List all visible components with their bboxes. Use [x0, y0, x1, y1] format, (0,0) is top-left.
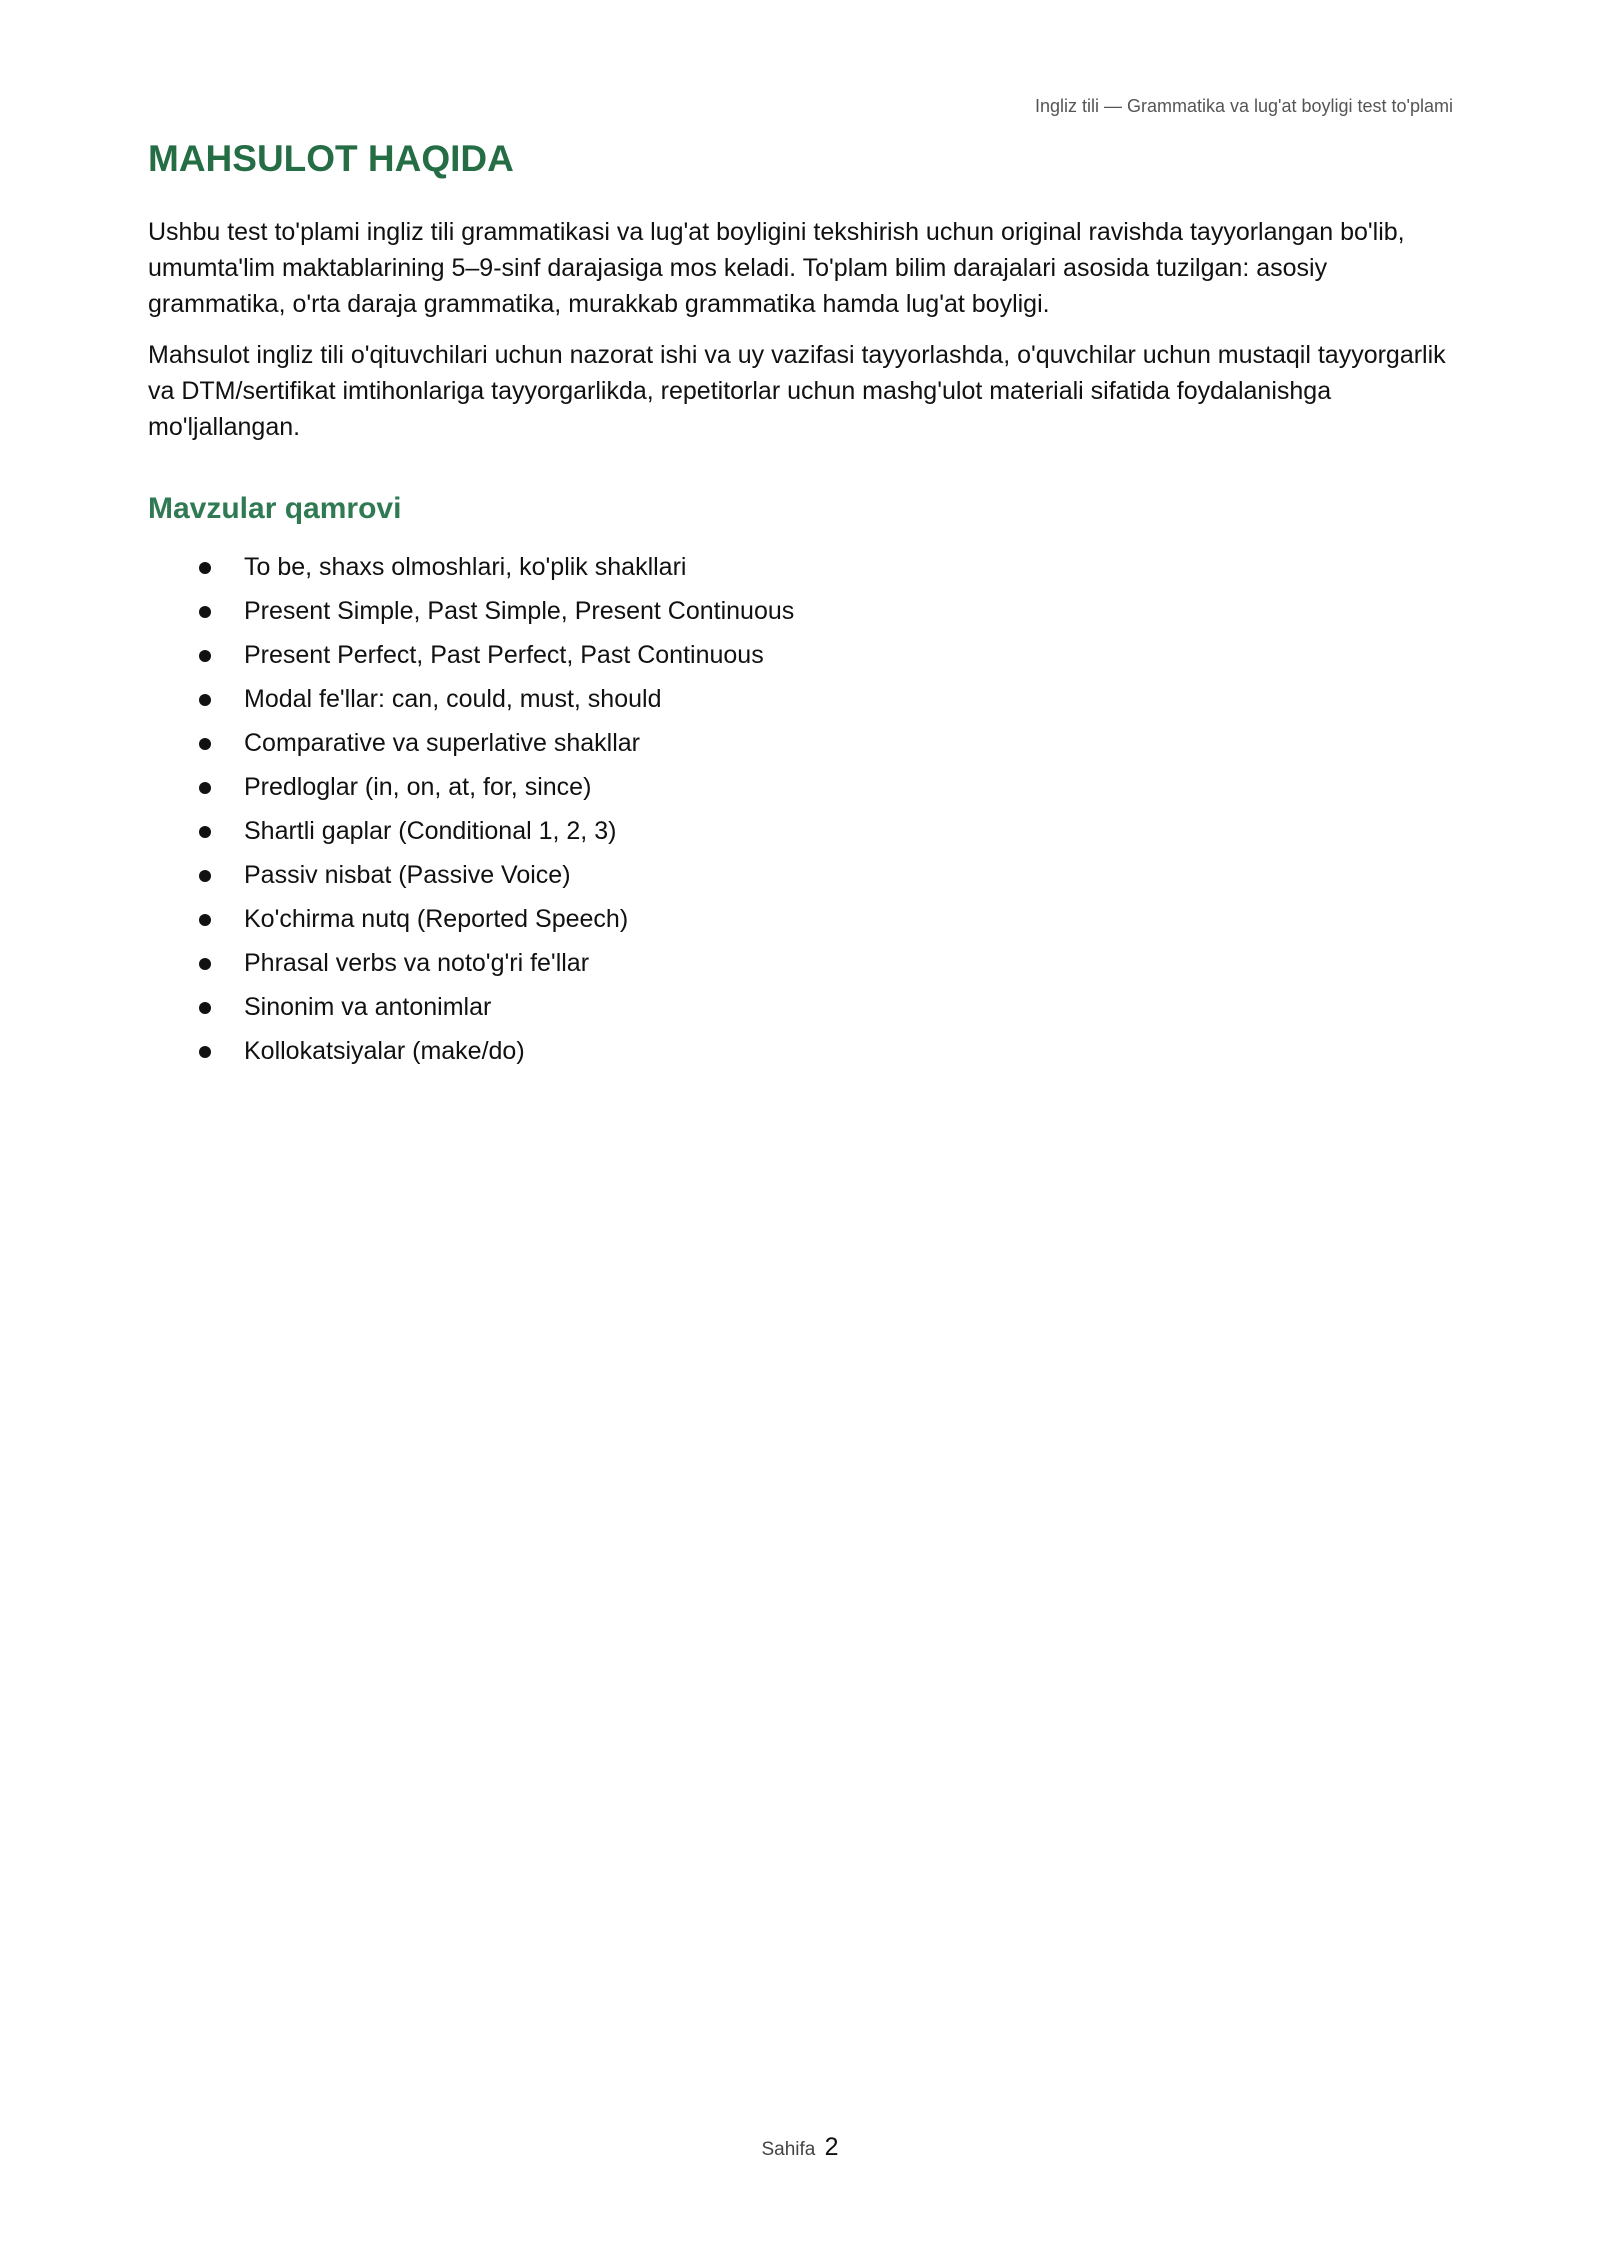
- bullet-icon: [199, 914, 211, 926]
- bullet-icon: [199, 826, 211, 838]
- list-item: [148, 853, 1453, 897]
- list-item: [148, 897, 1453, 941]
- list-item-text: Predloglar (in, on, at, for, since): [244, 773, 592, 801]
- list-item: [148, 589, 1453, 633]
- list-item-text: Comparative va superlative shakllar: [244, 729, 641, 757]
- bullet-icon: [199, 782, 211, 794]
- list-item-text: To be, shaxs olmoshlari, ko'plik shakllari: [244, 553, 687, 581]
- list-item-text: Ko'chirma nutq (Reported Speech): [244, 905, 629, 933]
- page-title: MAHSULOT HAQIDA: [148, 138, 514, 179]
- list-item-text: Present Perfect, Past Perfect, Past Continuous: [244, 641, 764, 669]
- running-header: Ingliz tili — Grammatika va lug'at boyligi test to'plami: [1034, 96, 1453, 116]
- list-item-text: Present Simple, Past Simple, Present Continuous: [244, 597, 795, 625]
- page-content: [148, 136, 1453, 1073]
- page-footer: [0, 2133, 1600, 2162]
- list-item-text: Sinonim va antonimlar: [244, 993, 492, 1021]
- section-heading-topics: Mavzular qamrovi: [148, 492, 402, 525]
- list-item: [148, 941, 1453, 985]
- list-item-text: Modal fe'llar: can, could, must, should: [244, 685, 662, 713]
- list-item-text: Passiv nisbat (Passive Voice): [244, 861, 571, 889]
- list-item: [148, 809, 1453, 853]
- list-item: [148, 1029, 1453, 1073]
- list-item: [148, 721, 1453, 765]
- bullet-icon: [199, 958, 211, 970]
- list-item: [148, 985, 1453, 1029]
- bullet-icon: [199, 606, 211, 618]
- bullet-icon: [199, 650, 211, 662]
- list-item: [148, 545, 1453, 589]
- bullet-icon: [199, 738, 211, 750]
- page-number: 2: [824, 2133, 839, 2161]
- list-item: [148, 677, 1453, 721]
- list-item: [148, 633, 1453, 677]
- page-label: Sahifa: [761, 2139, 816, 2160]
- audience-paragraph: Mahsulot ingliz tili o'qituvchilari uchun nazorat ishi va uy vazifasi tayyorlashda, o'quvchilar uchun mustaqil tayyorgarlik va DTM/sertifikat imtihonlariga tayyorgarlikda, repetitorlar uchun mashg'ulot materiali sifatida foydalanishga mo'ljallangan.: [148, 341, 1446, 441]
- bullet-icon: [199, 1046, 211, 1058]
- bullet-icon: [199, 1002, 211, 1014]
- list-item-text: Kollokatsiyalar (make/do): [244, 1037, 525, 1065]
- bullet-icon: [199, 694, 211, 706]
- topic-list: [148, 545, 1453, 1073]
- list-item-text: Phrasal verbs va noto'g'ri fe'llar: [244, 949, 590, 977]
- list-item-text: Shartli gaplar (Conditional 1, 2, 3): [244, 817, 617, 845]
- bullet-icon: [199, 870, 211, 882]
- bullet-icon: [199, 562, 211, 574]
- intro-paragraph: Ushbu test to'plami ingliz tili grammatikasi va lug'at boyligini tekshirish uchun original ravishda tayyorlangan bo'lib, umumta'lim maktablarining 5–9-sinf darajasiga mos keladi. To'plam bilim darajalari asosida tuzilgan: asosiy grammatika, o'rta daraja grammatika, murakkab grammatika hamda lug'at boyligi.: [148, 218, 1405, 318]
- list-item: [148, 765, 1453, 809]
